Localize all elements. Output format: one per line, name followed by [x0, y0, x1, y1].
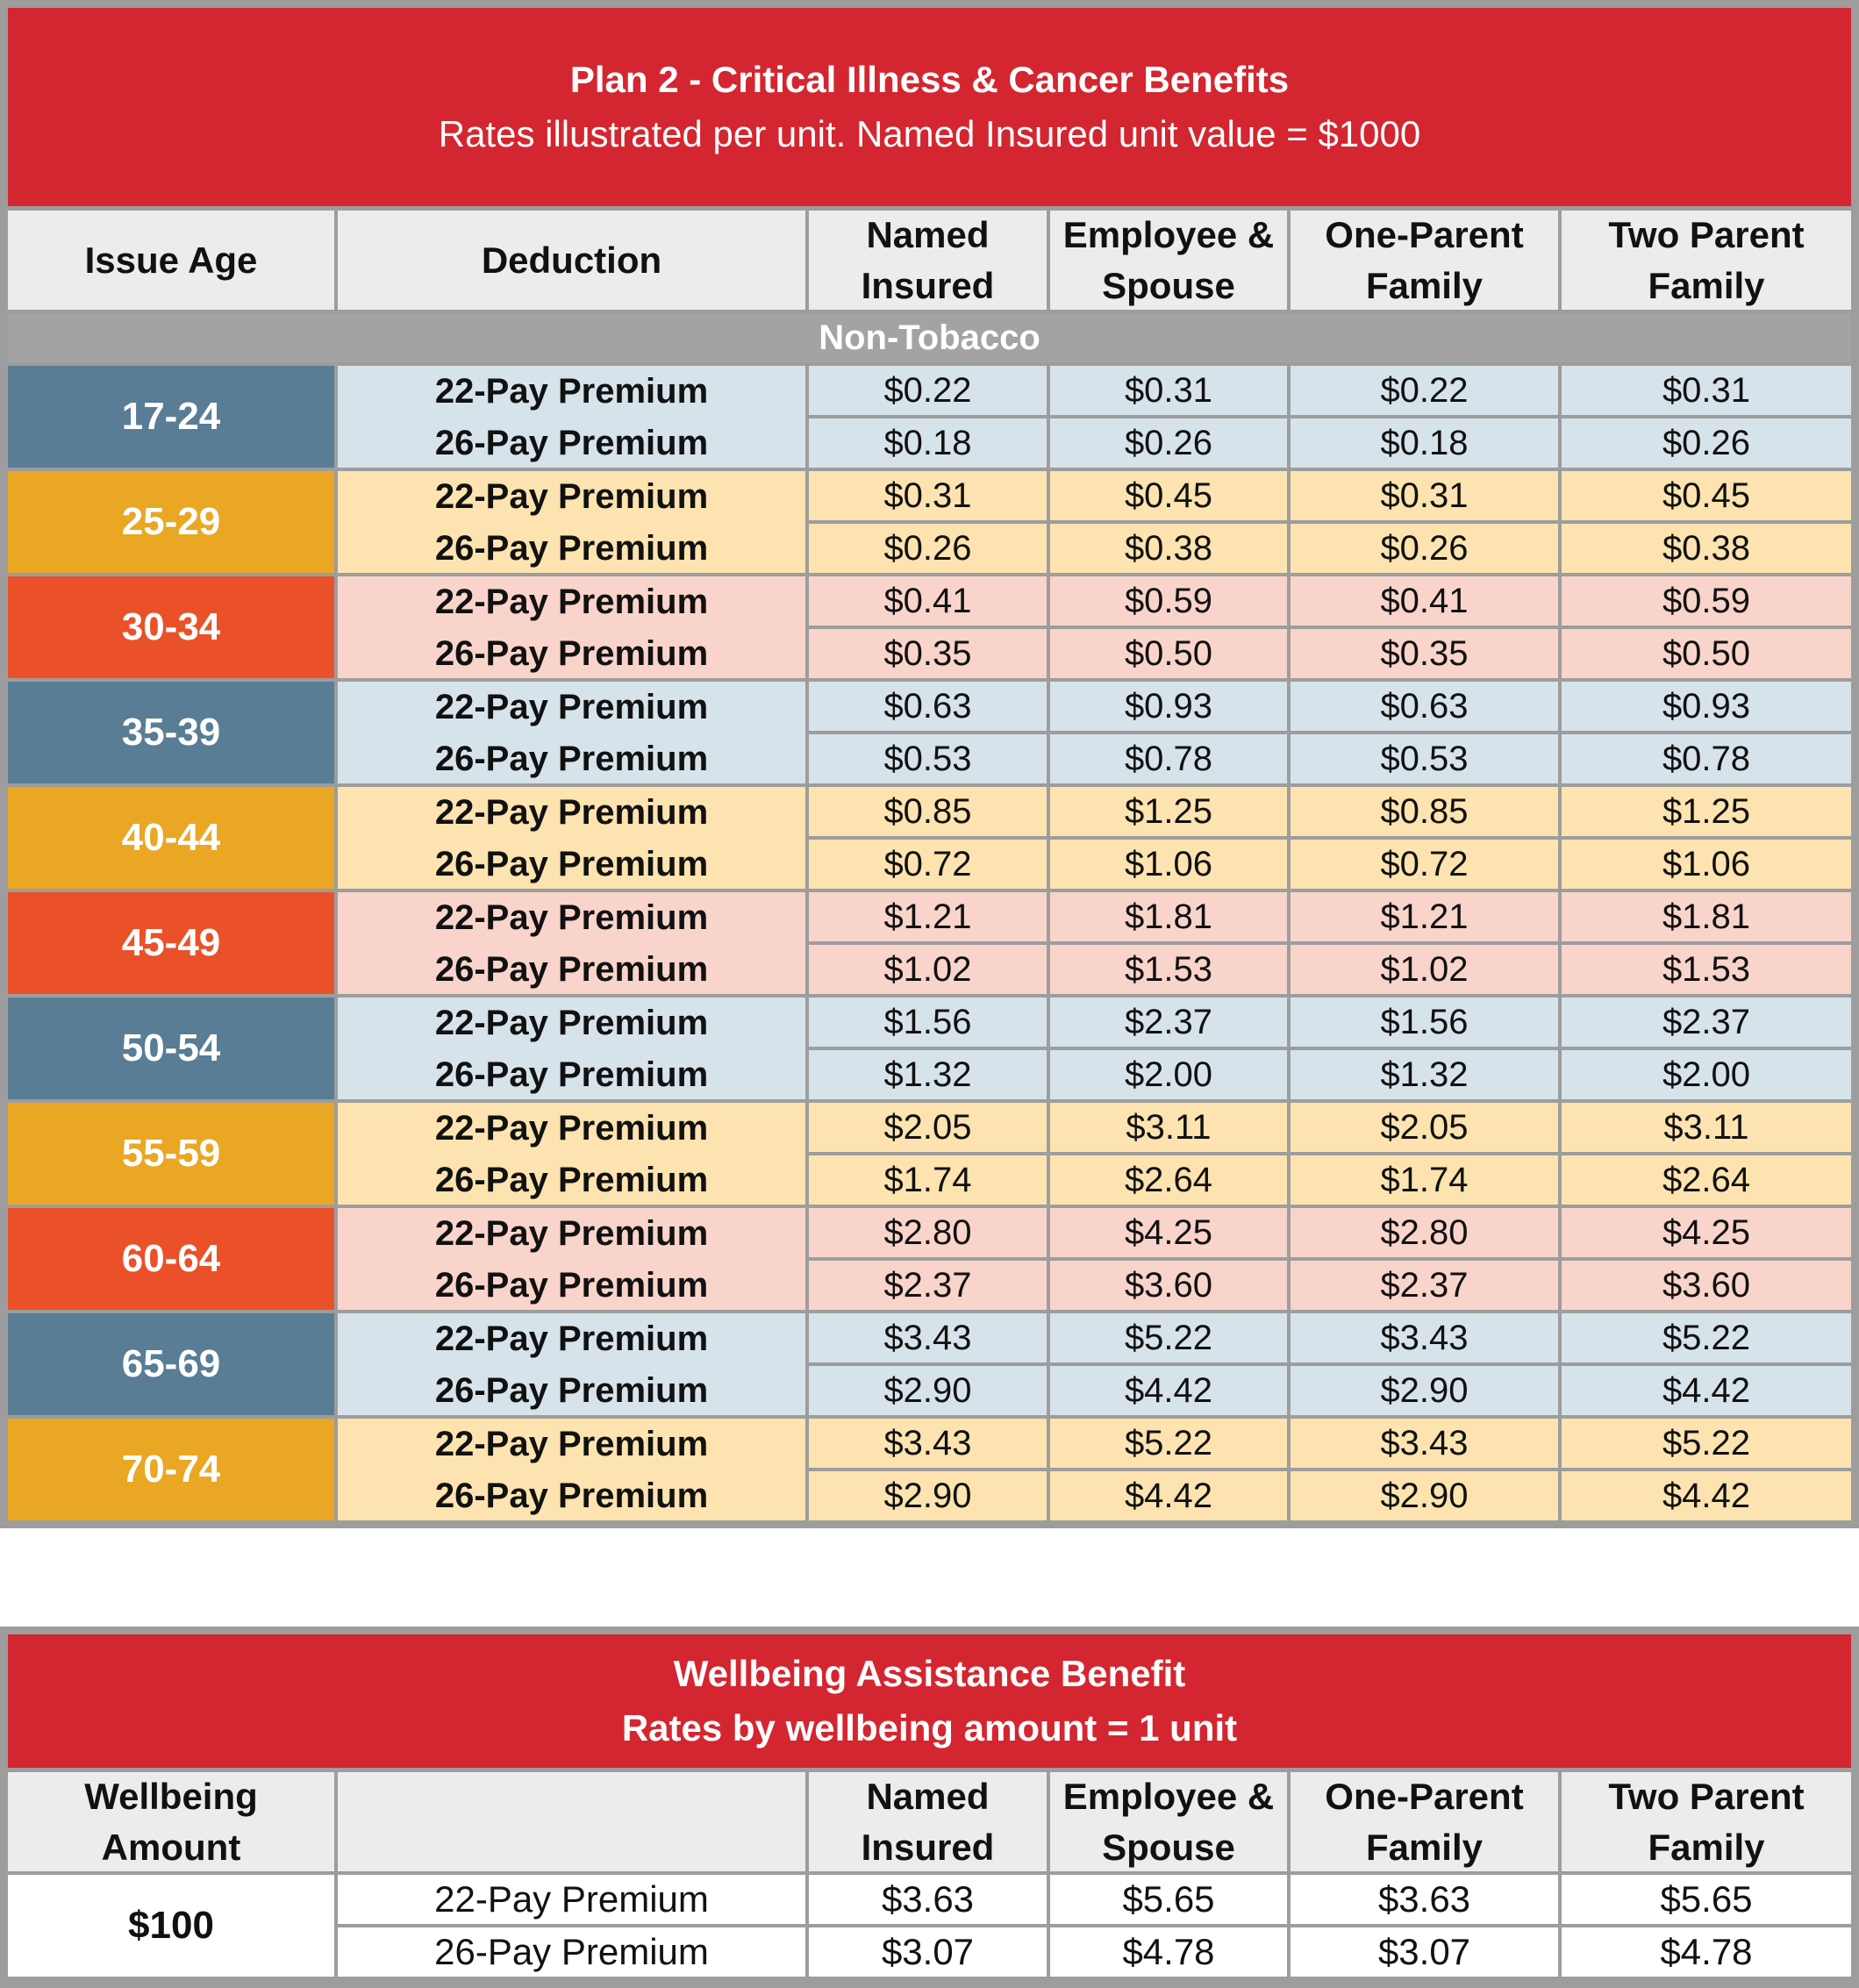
rate-cell: $3.11 [1050, 1103, 1287, 1152]
plan-title: Plan 2 - Critical Illness & Cancer Benefits [569, 59, 1290, 100]
rate-cell: $0.31 [809, 471, 1047, 520]
issue-age-cell: 35-39 [8, 682, 334, 783]
rate-cell: $5.22 [1562, 1313, 1851, 1362]
rate-cell: $2.05 [809, 1103, 1047, 1152]
plan-header-4: One-Parent Family [1291, 211, 1558, 310]
rate-cell: $1.21 [1291, 892, 1558, 941]
rate-cell: $1.81 [1050, 892, 1287, 941]
rate-cell: $2.00 [1050, 1050, 1287, 1099]
rate-cell: $3.11 [1562, 1103, 1851, 1152]
deduction-label: 22-Pay Premium [434, 1424, 709, 1463]
rate-cell: $1.32 [809, 1050, 1047, 1099]
rate-cell: $5.22 [1050, 1419, 1287, 1468]
rate-cell: $0.26 [809, 524, 1047, 573]
deduction-label: 22-Pay Premium [434, 1213, 709, 1253]
rate-cell: $5.65 [1562, 1875, 1851, 1924]
deduction-label: 26-Pay Premium [434, 423, 709, 462]
plan-subtitle: Rates illustrated per unit. Named Insured unit value = $1000 [438, 113, 1421, 154]
rate-cell: $0.50 [1562, 629, 1851, 678]
rate-cell: $2.90 [1291, 1471, 1558, 1520]
rate-cell: $2.05 [1291, 1103, 1558, 1152]
deduction-label: 22-Pay Premium [434, 371, 709, 411]
rate-cell: $4.42 [1562, 1366, 1851, 1415]
deduction-label: 22-Pay Premium [434, 582, 709, 621]
rate-cell: $0.93 [1050, 682, 1287, 731]
rate-cell: $3.63 [1291, 1875, 1558, 1924]
rate-cell: $0.63 [1291, 682, 1558, 731]
rate-cell: $4.25 [1562, 1208, 1851, 1257]
deduction-label: 22-Pay Premium [434, 687, 709, 726]
rate-cell: $4.42 [1050, 1471, 1287, 1520]
rate-cell: $1.32 [1291, 1050, 1558, 1099]
rate-cell: $2.00 [1562, 1050, 1851, 1099]
rate-cell: $3.43 [1291, 1313, 1558, 1362]
rate-cell: $0.50 [1050, 629, 1287, 678]
rate-cell: $2.37 [1562, 998, 1851, 1047]
issue-age-cell: 45-49 [8, 892, 334, 994]
rate-cell: $1.02 [1291, 945, 1558, 994]
rate-cell: $2.90 [809, 1471, 1047, 1520]
rate-cell: $0.85 [1291, 787, 1558, 836]
rate-cell: $0.38 [1050, 524, 1287, 573]
plan-header-0: Issue Age [8, 211, 334, 310]
rate-cell: $4.42 [1562, 1471, 1851, 1520]
rate-cell: $1.56 [809, 998, 1047, 1047]
rate-cell: $1.06 [1562, 840, 1851, 889]
wellbeing-title: Wellbeing Assistance Benefit [673, 1653, 1186, 1694]
rate-cell: $0.38 [1562, 524, 1851, 573]
rate-cell: $2.37 [809, 1261, 1047, 1310]
rate-cell: $0.93 [1562, 682, 1851, 731]
rate-cell: $3.60 [1050, 1261, 1287, 1310]
rate-cell: $0.18 [809, 418, 1047, 468]
deduction-label: 22-Pay Premium [434, 792, 709, 832]
deduction-label: 26-Pay Premium [434, 1476, 709, 1515]
rate-cell: $0.63 [809, 682, 1047, 731]
rate-cell: $0.26 [1050, 418, 1287, 468]
deduction-label: 26-Pay Premium [434, 1055, 709, 1094]
plan-header-5: Two Parent Family [1562, 211, 1851, 310]
rate-cell: $1.53 [1562, 945, 1851, 994]
rate-cell: $0.78 [1562, 734, 1851, 783]
rate-cell: $0.31 [1291, 471, 1558, 520]
deduction-label: 22-Pay Premium [338, 1875, 805, 1924]
issue-age-cell: 17-24 [8, 366, 334, 468]
rate-cell: $0.35 [809, 629, 1047, 678]
deduction-label: 26-Pay Premium [338, 1927, 805, 1977]
rate-cell: $3.43 [809, 1419, 1047, 1468]
rate-cell: $2.37 [1291, 1261, 1558, 1310]
wellbeing-header-0: Wellbeing Amount [8, 1772, 334, 1871]
issue-age-cell: 30-34 [8, 576, 334, 678]
non-tobacco-label: Non-Tobacco [8, 313, 1851, 362]
rate-cell: $2.90 [809, 1366, 1047, 1415]
rate-cell: $0.72 [809, 840, 1047, 889]
rate-cell: $1.81 [1562, 892, 1851, 941]
issue-age-cell: 60-64 [8, 1208, 334, 1310]
rate-cell: $2.37 [1050, 998, 1287, 1047]
rate-cell: $3.60 [1562, 1261, 1851, 1310]
wellbeing-header-2: Named Insured [809, 1772, 1047, 1871]
wellbeing-header-1 [338, 1772, 805, 1871]
deduction-label: 26-Pay Premium [434, 1265, 709, 1305]
deduction-label: 22-Pay Premium [434, 1108, 709, 1148]
rate-cell: $3.07 [809, 1927, 1047, 1977]
plan-header-3: Employee & Spouse [1050, 211, 1287, 310]
rate-cell: $4.42 [1050, 1366, 1287, 1415]
deduction-label: 26-Pay Premium [434, 1370, 709, 1410]
wellbeing-rate-table [0, 1627, 1859, 1988]
rate-cell: $4.78 [1050, 1927, 1287, 1977]
rate-cell: $2.90 [1291, 1366, 1558, 1415]
rate-cell: $0.72 [1291, 840, 1558, 889]
deduction-label: 22-Pay Premium [434, 1319, 709, 1358]
rate-cell: $2.64 [1562, 1155, 1851, 1205]
rate-cell: $0.78 [1050, 734, 1287, 783]
deduction-label: 26-Pay Premium [434, 844, 709, 883]
rate-cell: $0.22 [1291, 366, 1558, 415]
rate-cell: $1.25 [1562, 787, 1851, 836]
rate-cell: $2.80 [1291, 1208, 1558, 1257]
rate-cell: $1.74 [1291, 1155, 1558, 1205]
rate-cell: $0.53 [1291, 734, 1558, 783]
rate-cell: $1.74 [809, 1155, 1047, 1205]
rate-cell: $0.41 [809, 576, 1047, 626]
rate-cell: $0.18 [1291, 418, 1558, 468]
rate-cell: $0.26 [1291, 524, 1558, 573]
issue-age-cell: 25-29 [8, 471, 334, 573]
rate-cell: $0.45 [1562, 471, 1851, 520]
rate-cell: $0.31 [1562, 366, 1851, 415]
rate-cell: $4.78 [1562, 1927, 1851, 1977]
rate-cell: $0.59 [1050, 576, 1287, 626]
issue-age-cell: 65-69 [8, 1313, 334, 1415]
rate-cell: $3.07 [1291, 1927, 1558, 1977]
rate-cell: $5.22 [1562, 1419, 1851, 1468]
deduction-label: 22-Pay Premium [434, 1003, 709, 1042]
deduction-label: 26-Pay Premium [434, 528, 709, 568]
rate-cell: $0.41 [1291, 576, 1558, 626]
rate-cell: $1.56 [1291, 998, 1558, 1047]
rate-cell: $0.22 [809, 366, 1047, 415]
deduction-label: 26-Pay Premium [434, 949, 709, 989]
deduction-label: 26-Pay Premium [434, 1160, 709, 1199]
plan-header-2: Named Insured [809, 211, 1047, 310]
rate-cell: $5.22 [1050, 1313, 1287, 1362]
rate-cell: $1.02 [809, 945, 1047, 994]
deduction-label: 22-Pay Premium [434, 897, 709, 937]
rate-cell: $1.53 [1050, 945, 1287, 994]
wellbeing-header-3: Employee & Spouse [1050, 1772, 1287, 1871]
rate-cell: $5.65 [1050, 1875, 1287, 1924]
plan-title-bar [8, 8, 1851, 206]
issue-age-cell: 40-44 [8, 787, 334, 889]
issue-age-cell: 50-54 [8, 998, 334, 1099]
wellbeing-header-5: Two Parent Family [1562, 1772, 1851, 1871]
plan-header-1: Deduction [338, 211, 805, 310]
rate-cell: $3.63 [809, 1875, 1047, 1924]
rate-cell: $1.06 [1050, 840, 1287, 889]
wellbeing-title-bar [8, 1634, 1851, 1768]
rate-cell: $3.43 [809, 1313, 1047, 1362]
rate-cell: $0.26 [1562, 418, 1851, 468]
deduction-label: 26-Pay Premium [434, 633, 709, 673]
deduction-label: 22-Pay Premium [434, 476, 709, 516]
deduction-label: 26-Pay Premium [434, 739, 709, 778]
rate-cell: $0.35 [1291, 629, 1558, 678]
issue-age-cell: 70-74 [8, 1419, 334, 1520]
issue-age-cell: 55-59 [8, 1103, 334, 1205]
wellbeing-amount-cell: $100 [8, 1875, 334, 1977]
rate-cell: $1.21 [809, 892, 1047, 941]
rate-cell: $4.25 [1050, 1208, 1287, 1257]
rate-cell: $0.59 [1562, 576, 1851, 626]
rate-cell: $3.43 [1291, 1419, 1558, 1468]
rate-cell: $2.64 [1050, 1155, 1287, 1205]
rate-cell: $0.53 [809, 734, 1047, 783]
rate-cell: $0.45 [1050, 471, 1287, 520]
wellbeing-header-4: One-Parent Family [1291, 1772, 1558, 1871]
rate-cell: $0.85 [809, 787, 1047, 836]
wellbeing-subtitle: Rates by wellbeing amount = 1 unit [621, 1707, 1238, 1748]
rate-cell: $2.80 [809, 1208, 1047, 1257]
rate-cell: $0.31 [1050, 366, 1287, 415]
rate-cell: $1.25 [1050, 787, 1287, 836]
